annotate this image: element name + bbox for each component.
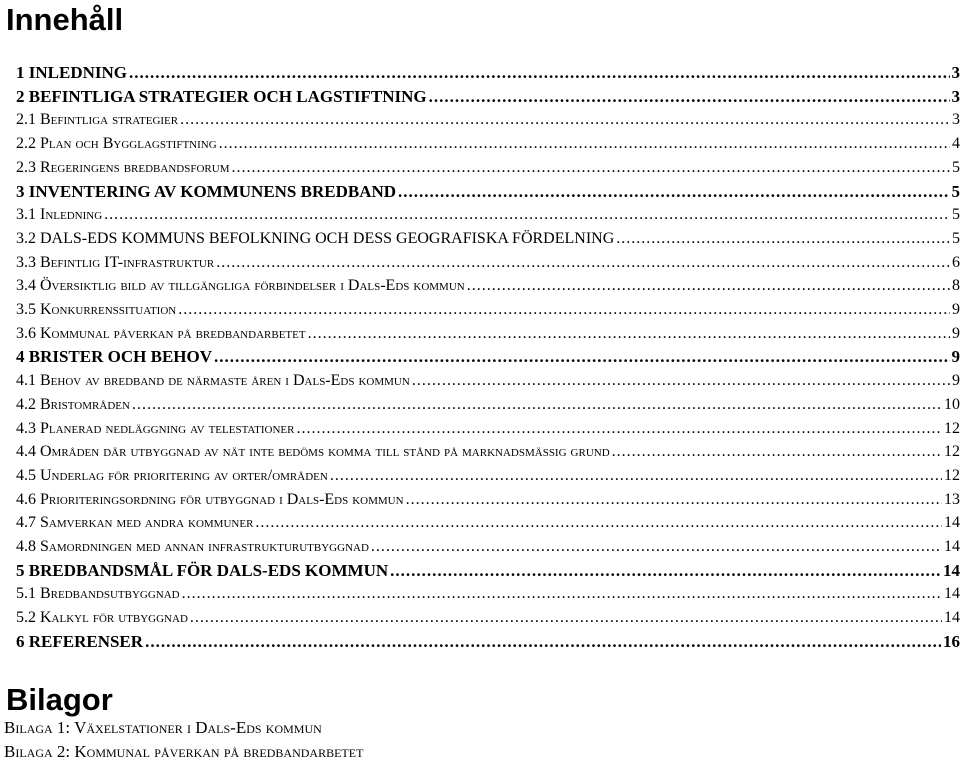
toc-entry-page: 9	[952, 372, 960, 390]
toc-entry[interactable]	[16, 605, 960, 627]
toc-entry-label	[16, 420, 294, 438]
toc-entry-number: 2.3	[16, 159, 36, 176]
toc-entry-page: 13	[944, 491, 960, 509]
toc-entry-title: Bristområden	[40, 396, 130, 413]
toc-entry[interactable]	[16, 558, 960, 580]
toc-entry-label	[16, 633, 143, 651]
toc-entry-number: 3.4	[16, 277, 36, 294]
toc-entry-title: Prioriteringsordning för utbyggnad i Dals-Eds kommun	[40, 491, 404, 508]
dot-leader	[216, 254, 950, 272]
dot-leader	[467, 277, 950, 295]
toc-entry-number: 5	[16, 561, 25, 580]
toc-entry-title: Konkurrenssituation	[40, 301, 176, 318]
toc-entry-number: 2	[16, 87, 25, 106]
toc-entry-page: 6	[952, 254, 960, 272]
toc-entry-title: Underlag för prioritering av orter/områden	[40, 467, 328, 484]
toc-entry-label	[16, 277, 465, 295]
toc-entry-label	[16, 325, 306, 343]
dot-leader	[390, 562, 941, 580]
toc-entry-page: 16	[943, 633, 960, 651]
toc-entry[interactable]	[16, 487, 960, 509]
toc-entry-title: INLEDNING	[29, 63, 127, 82]
dot-leader	[255, 514, 942, 532]
toc-entry-page: 14	[944, 514, 960, 532]
dot-leader	[330, 467, 942, 485]
toc-entry-page: 10	[944, 396, 960, 414]
toc-entry-label	[16, 135, 217, 153]
toc-entry-page: 14	[944, 585, 960, 603]
toc-entry-title: Bredbandsutbyggnad	[40, 585, 180, 602]
dot-leader	[406, 491, 942, 509]
toc-entry-page: 5	[952, 183, 960, 201]
toc-entry-label	[16, 585, 180, 603]
appendix-item[interactable]: Bilaga 1: Växelstationer i Dals-Eds kommun	[4, 716, 363, 740]
dot-leader	[219, 135, 950, 153]
toc-entry[interactable]	[16, 131, 960, 153]
toc-entry-title: Befintlig IT-infrastruktur	[40, 254, 214, 271]
toc-entry-label	[16, 301, 176, 319]
dot-leader	[182, 585, 942, 603]
toc-entry-title: Regeringens bredbandsforum	[40, 159, 229, 176]
toc-entry[interactable]	[16, 107, 960, 129]
toc-entry-number: 4.1	[16, 372, 36, 389]
toc-entry-label	[16, 396, 130, 414]
toc-entry[interactable]	[16, 629, 960, 651]
toc-entry-page: 12	[944, 467, 960, 485]
toc-entry-label	[16, 111, 178, 129]
toc-entry-label	[16, 230, 614, 248]
toc-entry-number: 4.5	[16, 467, 36, 484]
toc-entry-page: 9	[952, 348, 960, 366]
toc-entry-number: 4.7	[16, 514, 36, 531]
toc-entry-label	[16, 514, 253, 532]
toc-entry-number: 3.1	[16, 206, 36, 223]
toc-entry-label	[16, 372, 410, 390]
dot-leader	[178, 301, 950, 319]
toc-entry[interactable]	[16, 416, 960, 438]
toc-entry-label	[16, 467, 328, 485]
toc-entry-label	[16, 562, 388, 580]
dot-leader	[308, 325, 950, 343]
dot-leader	[612, 443, 942, 461]
toc-entry-number: 4	[16, 347, 25, 366]
dot-leader	[129, 64, 950, 82]
dot-leader	[132, 396, 942, 414]
toc-entry-title: Översiktlig bild av tillgängliga förbindelser i Dals-Eds kommun	[40, 277, 465, 294]
toc-entry[interactable]	[16, 581, 960, 603]
toc-entry-label	[16, 206, 102, 224]
toc-entry-page: 9	[952, 301, 960, 319]
dot-leader	[190, 609, 942, 627]
toc-entry[interactable]	[16, 297, 960, 319]
toc-entry[interactable]	[16, 273, 960, 295]
toc-entry-title: BRISTER OCH BEHOV	[29, 347, 212, 366]
toc-entry-number: 5.2	[16, 609, 36, 626]
toc-entry-number: 5.1	[16, 585, 36, 602]
toc-entry-title: Samverkan med andra kommuner	[40, 514, 253, 531]
toc-entry[interactable]	[16, 534, 960, 556]
toc-entry[interactable]	[16, 60, 960, 82]
toc-entry[interactable]	[16, 439, 960, 461]
toc-entry-label	[16, 183, 396, 201]
toc-entry[interactable]	[16, 463, 960, 485]
toc-entry-label	[16, 254, 214, 272]
toc-entry-page: 12	[944, 420, 960, 438]
toc-entry-number: 4.3	[16, 420, 36, 437]
toc-entry[interactable]	[16, 368, 960, 390]
dot-leader	[231, 159, 950, 177]
toc-entry-number: 2.2	[16, 135, 36, 152]
toc-entry-title: Befintliga strategier	[40, 111, 178, 128]
toc-entry[interactable]	[16, 202, 960, 224]
toc-entry[interactable]	[16, 344, 960, 366]
toc-entry-number: 4.2	[16, 396, 36, 413]
toc-entry-number: 3.6	[16, 325, 36, 342]
toc-entry-label	[16, 443, 610, 461]
toc-entry-title: Plan och Bygglagstiftning	[40, 135, 217, 152]
toc-entry-title: Samordningen med annan infrastrukturutbyggnad	[40, 538, 369, 555]
toc-entry-page: 14	[943, 562, 960, 580]
toc-entry-title: Kommunal påverkan på bredbandarbetet	[40, 325, 306, 342]
toc-entry-number: 4.8	[16, 538, 36, 555]
toc-entry-number: 4.4	[16, 443, 36, 460]
toc-entry-number: 1	[16, 63, 25, 82]
toc-entry-title: BEFINTLIGA STRATEGIER OCH LAGSTIFTNING	[29, 87, 427, 106]
toc-entry-page: 14	[944, 538, 960, 556]
toc-entry-title: INVENTERING AV KOMMUNENS BREDBAND	[29, 182, 396, 201]
toc-entry-page: 5	[952, 206, 960, 224]
toc-heading: Innehåll	[6, 4, 123, 35]
toc-entry-page: 3	[952, 64, 960, 82]
toc-entry-page: 3	[952, 111, 960, 129]
toc-entry-label	[16, 538, 369, 556]
toc-entry-number: 6	[16, 632, 25, 651]
dot-leader	[214, 348, 949, 366]
toc-entry-title: DALS-EDS KOMMUNS BEFOLKNING OCH DESS GEOGRAFISKA FÖRDELNING	[40, 230, 614, 247]
toc-entry-number: 4.6	[16, 491, 36, 508]
toc-entry-label	[16, 609, 188, 627]
toc-entry-page: 4	[952, 135, 960, 153]
toc-entry[interactable]	[16, 392, 960, 414]
toc-entry-number: 3.3	[16, 254, 36, 271]
dot-leader	[398, 183, 949, 201]
toc-entry-label	[16, 88, 427, 106]
toc-entry-number: 2.1	[16, 111, 36, 128]
dot-leader	[296, 420, 942, 438]
toc-entry-label	[16, 159, 229, 177]
dot-leader	[180, 111, 950, 129]
dot-leader	[145, 633, 941, 651]
toc-entry[interactable]	[16, 321, 960, 343]
toc-entry-page: 5	[952, 159, 960, 177]
toc-entry-number: 3.5	[16, 301, 36, 318]
toc-entry-page: 5	[952, 230, 960, 248]
toc-entry-page: 12	[944, 443, 960, 461]
appendix-heading: Bilagor	[6, 684, 113, 715]
toc-entry[interactable]	[16, 179, 960, 201]
toc-entry-title: Kalkyl för utbyggnad	[40, 609, 188, 626]
toc-entry-title: Planerad nedläggning av telestationer	[40, 420, 294, 437]
toc-entry-title: Behov av bredband de närmaste åren i Dals-Eds kommun	[40, 372, 410, 389]
toc-entry[interactable]	[16, 155, 960, 177]
appendix-item[interactable]: Bilaga 2: Kommunal påverkan på bredbandarbetet	[4, 740, 363, 764]
toc-entry-title: REFERENSER	[29, 632, 143, 651]
toc-entry[interactable]	[16, 510, 960, 532]
dot-leader	[616, 230, 950, 248]
dot-leader	[371, 538, 942, 556]
appendix-list	[4, 716, 363, 764]
toc-entry-title: Områden där utbyggnad av nät inte bedöms komma till stånd på marknadsmässig grund	[40, 443, 610, 460]
toc-entry-label	[16, 491, 404, 509]
dot-leader	[429, 88, 950, 106]
toc-entry-page: 9	[952, 325, 960, 343]
toc-entry-page: 8	[952, 277, 960, 295]
toc-entry-page: 3	[952, 88, 960, 106]
toc-entry-label	[16, 348, 212, 366]
dot-leader	[412, 372, 950, 390]
toc-entry-page: 14	[944, 609, 960, 627]
toc-entry[interactable]	[16, 226, 960, 248]
toc-entry[interactable]	[16, 250, 960, 272]
dot-leader	[104, 206, 950, 224]
toc-entry-label	[16, 64, 127, 82]
toc-entry-number: 3.2	[16, 230, 36, 247]
toc-entry[interactable]	[16, 84, 960, 106]
toc-entry-title: BREDBANDSMÅL FÖR DALS-EDS KOMMUN	[29, 561, 388, 580]
toc-entry-number: 3	[16, 182, 25, 201]
toc-entry-title: Inledning	[40, 206, 102, 223]
